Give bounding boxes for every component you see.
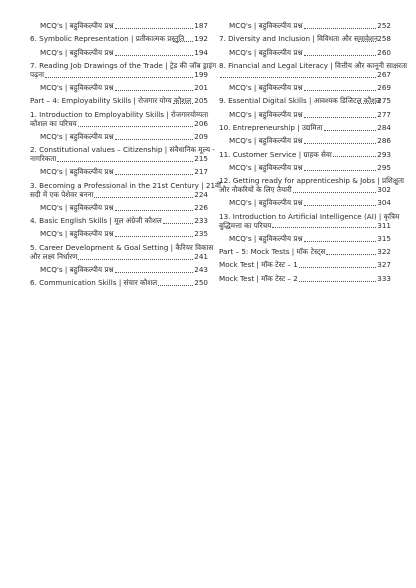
toc-entry-page: 241 (194, 251, 208, 261)
toc-entry-page: 217 (194, 167, 208, 177)
toc-entry-title-line1: 12. Getting ready for apprenticeship & Jobs | प्रशिक्षुता (219, 176, 404, 186)
toc-entry-title: 6. Communication Skills | संचार कौशल (30, 278, 158, 288)
toc-entry (219, 275, 391, 284)
toc-entry-title: बुद्धिमत्ता का परिचय (219, 220, 272, 230)
dot-leader (115, 54, 194, 56)
toc-entry-page: 187 (194, 21, 208, 30)
toc-entry-title: MCQ's | बहुविकल्पीय प्रश्न (229, 109, 303, 119)
toc-entry-page: 304 (377, 198, 391, 208)
toc-entry-title-line1: 3. Becoming a Professional in the 21st Century | 21वीं (30, 180, 221, 190)
toc-entry-title: 9. Essential Digital Skills | आवश्यक डिजिटल कौशल (219, 96, 381, 106)
toc-entry-page: 333 (377, 273, 391, 283)
toc-entry (30, 60, 217, 80)
toc-entry (219, 35, 391, 44)
toc-entry (219, 97, 391, 106)
toc-entry-page: 215 (194, 154, 208, 164)
toc-entry (219, 199, 391, 208)
toc-entry-page: 252 (377, 21, 391, 30)
toc-entry (30, 35, 208, 44)
toc-entry (30, 266, 208, 275)
dot-leader (293, 191, 376, 193)
toc-entry-page: 201 (194, 83, 208, 93)
toc-entry-title: 7. Diversity and Inclusion | विविधता और समावेशन (219, 34, 378, 44)
toc-entry-page: 192 (194, 34, 208, 44)
dot-leader (115, 235, 194, 237)
dot-leader (78, 258, 193, 260)
dot-leader (299, 280, 376, 282)
toc-entry-title: MCQ's | बहुविकल्पीय प्रश्न (40, 167, 114, 177)
dot-leader (57, 160, 193, 162)
toc-entry-title: नागरिकता (30, 154, 57, 164)
dot-leader (358, 102, 377, 104)
toc-entry (219, 22, 391, 31)
toc-entry (219, 151, 391, 160)
toc-entry (219, 60, 408, 80)
toc-entry (219, 235, 391, 244)
dot-leader (333, 155, 377, 157)
toc-entry (30, 133, 208, 142)
toc-entry (30, 217, 208, 226)
dot-leader (45, 76, 193, 78)
toc-left-column (30, 21, 221, 293)
toc-entry-title: MCQ's | बहुविकल्पीय प्रश्न (40, 264, 114, 274)
toc-entry-title-line2 (30, 71, 208, 80)
toc-entry-page: 269 (377, 83, 391, 93)
toc-entry-title: MCQ's | बहुविकल्पीय प्रश्न (229, 198, 303, 208)
dot-leader (304, 27, 377, 29)
toc-entry-title: MCQ's | बहुविकल्पीय प्रश्न (229, 47, 303, 57)
toc-entry-page: 315 (377, 233, 391, 243)
toc-entry-title-line1: 7. Reading Job Drawings of the Trade | ट्रेड की जॉब ड्राइंग (30, 60, 217, 70)
toc-entry-title: 6. Symbolic Representation | प्रतीकात्मक प्रस्तुति (30, 34, 185, 44)
dot-leader (163, 222, 194, 224)
toc-entry-title: MCQ's | बहुविकल्पीय प्रश्न (40, 131, 114, 141)
toc-entry-page: 293 (377, 149, 391, 159)
toc-entry-page: 206 (194, 118, 208, 128)
toc-entry (219, 84, 391, 93)
toc-entry (30, 145, 215, 164)
toc-entry-title: Mock Test | मॉक टेस्ट – 2 (219, 273, 298, 283)
toc-entry (219, 164, 391, 173)
toc-entry-page: 260 (377, 47, 391, 57)
dot-leader (358, 40, 377, 42)
toc-entry-title: Part – 5: Mock Tests | मॉक टेस्ट्स (219, 247, 326, 257)
toc-entry-page: 258 (377, 34, 391, 44)
toc-entry (30, 230, 208, 239)
toc-entry-page: 233 (194, 216, 208, 226)
toc-entry-page: 205 (194, 96, 208, 106)
toc-entry-title: 4. Basic English Skills | मूल अंग्रेजी कौशल (30, 216, 162, 226)
toc-entry (219, 211, 400, 231)
toc-entry-title: और लक्ष्य निर्धारण (30, 251, 78, 261)
toc-entry-page: 235 (194, 229, 208, 239)
dot-leader (220, 76, 376, 78)
toc-entry-title: कौशल का परिचय (30, 118, 77, 128)
toc-entry-title: MCQ's | बहुविकल्पीय प्रश्न (229, 162, 303, 172)
toc-entry (30, 279, 208, 288)
dot-leader (324, 129, 377, 131)
toc-entry-title: 10. Entrepreneurship | उद्यमिता (219, 122, 323, 132)
dot-leader (304, 142, 377, 144)
toc-entry-page: 277 (377, 109, 391, 119)
dot-leader (115, 271, 194, 273)
toc-entry-page: 322 (377, 247, 391, 257)
toc-entry-page: 295 (377, 162, 391, 172)
toc-entry-title: MCQ's | बहुविकल्पीय प्रश्न (40, 202, 114, 212)
toc-entry-title: Mock Test | मॉक टेस्ट – 1 (219, 260, 298, 270)
toc-entry-title: पढ़ना (30, 69, 44, 79)
toc-entry (219, 248, 391, 257)
toc-entry-title-line1: 1. Introduction to Employability Skills | रोजगारयोग्यता (30, 109, 209, 119)
toc-entry-page: 226 (194, 202, 208, 212)
toc-entry-title-line2 (219, 222, 391, 231)
toc-entry-page: 327 (377, 260, 391, 270)
toc-entry-title: MCQ's | बहुविकल्पीय प्रश्न (229, 83, 303, 93)
toc-entry-page: 275 (377, 96, 391, 106)
toc-entry-page: 224 (194, 189, 208, 199)
dot-leader (173, 102, 193, 104)
dot-leader (115, 89, 194, 91)
toc-entry (219, 49, 391, 58)
dot-leader (272, 226, 376, 228)
toc-entry-page: 311 (377, 220, 391, 230)
toc-entry-title-line2 (30, 191, 208, 200)
toc-entry-title-line1: 13. Introduction to Artificial Intelligence (AI) | कृत्रिम (219, 211, 400, 221)
toc-entry-page: 250 (194, 278, 208, 288)
dot-leader (115, 173, 194, 175)
dot-leader (304, 169, 377, 171)
dot-leader (115, 138, 194, 140)
toc-entry-title-line1: 2. Constitutional values – Citizenship | संवैधानिक मूल्य - (30, 145, 215, 155)
toc-entry (30, 49, 208, 58)
toc-entry (30, 204, 208, 213)
toc-entry (219, 124, 391, 133)
toc-entry (30, 111, 208, 129)
dot-leader (304, 89, 377, 91)
dot-leader (326, 253, 376, 255)
toc-entry (219, 137, 391, 146)
toc-entry-title: Part – 4: Employability Skills | रोजगार योग्य कौशल (30, 96, 192, 106)
toc-entry-title: 11. Customer Service | ग्राहक सेवा (219, 149, 332, 159)
toc-entry-title: MCQ's | बहुविकल्पीय प्रश्न (229, 233, 303, 243)
toc-entry-page: 209 (194, 131, 208, 141)
toc-entry (30, 180, 221, 200)
dot-leader (115, 209, 194, 211)
toc-entry-page: 243 (194, 264, 208, 274)
toc-entry (30, 97, 208, 106)
toc-entry (219, 261, 391, 270)
toc-entry (219, 111, 391, 120)
toc-entry-page: 194 (194, 47, 208, 57)
toc-entry-title: MCQ's | बहुविकल्पीय प्रश्न (40, 229, 114, 239)
toc-entry-title: MCQ's | बहुविकल्पीय प्रश्न (40, 83, 114, 93)
toc-entry (30, 242, 214, 262)
dot-leader (304, 116, 377, 118)
toc-entry (30, 22, 208, 31)
toc-entry-page: 286 (377, 136, 391, 146)
toc-entry-page: 302 (377, 185, 391, 195)
dot-leader (78, 125, 194, 127)
dot-leader (158, 284, 193, 286)
dot-leader (304, 204, 377, 206)
toc-entry-title: MCQ's | बहुविकल्पीय प्रश्न (40, 47, 114, 57)
toc-entry-title-line1: 8. Financial and Legal Literacy | वित्तीय और कानूनी साक्षरता (219, 60, 408, 70)
toc-entry-page: 199 (194, 69, 208, 79)
toc-entry-title-line2 (219, 71, 391, 80)
toc-entry-title: MCQ's | बहुविकल्पीय प्रश्न (40, 21, 114, 30)
toc-entry-page: 284 (377, 122, 391, 132)
toc-entry-title: सदी में एक पेशेवर बनना (30, 189, 94, 199)
dot-leader (304, 54, 377, 56)
toc-entry (30, 84, 208, 93)
dot-leader (115, 27, 194, 29)
dot-leader (173, 40, 193, 42)
toc-entry-title-line2 (30, 155, 208, 164)
toc-entry-title: MCQ's | बहुविकल्पीय प्रश्न (229, 136, 303, 146)
toc-entry (30, 168, 208, 177)
dot-leader (299, 266, 376, 268)
toc-entry-title-line1: 5. Career Development & Goal Setting | कैरियर विकास (30, 242, 214, 252)
toc-entry-title-line2 (30, 253, 208, 262)
toc-entry-page: 267 (377, 69, 391, 79)
dot-leader (304, 240, 377, 242)
toc-entry-title-line2 (30, 120, 208, 129)
toc-entry-title: और नौकरियों के लिए तैयारी (219, 185, 292, 195)
dot-leader (94, 196, 193, 198)
toc-entry (219, 176, 404, 195)
toc-entry-title: MCQ's | बहुविकल्पीय प्रश्न (229, 21, 303, 30)
toc-entry-title-line2 (219, 186, 391, 195)
toc-right-column (219, 21, 408, 288)
